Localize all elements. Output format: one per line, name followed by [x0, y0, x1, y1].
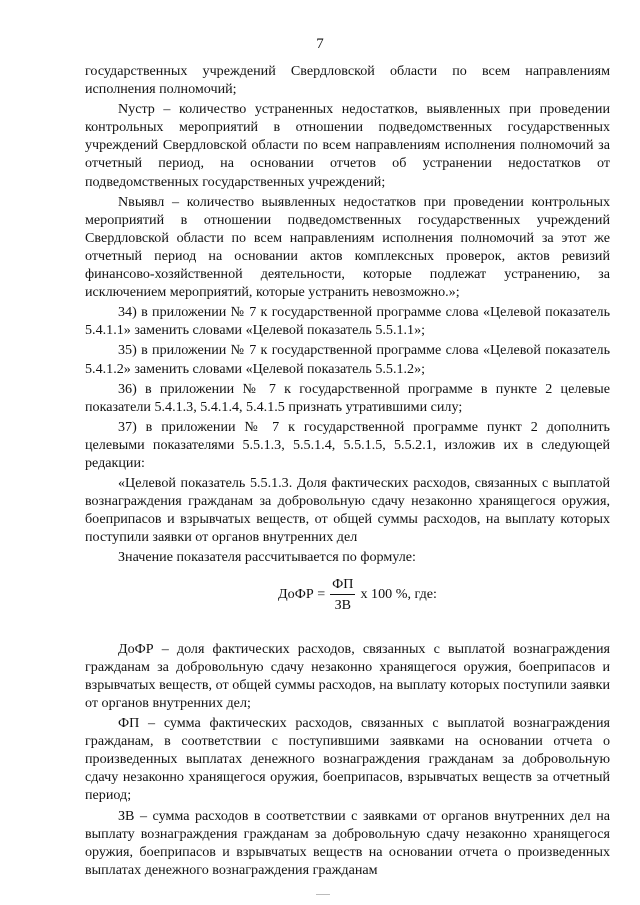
formula-denominator: ЗВ [334, 596, 352, 613]
formula [85, 575, 610, 614]
paragraph-item-34: 34) в приложении № 7 к государственной программе слова «Целевой показатель 5.4.1.1» заменить словами «Целевой показатель 5.5.1.1»; [85, 304, 610, 339]
definition-zv: ЗВ – сумма расходов в соответствии с заявками от органов внутренних дел на выплату вознаграждения гражданам за добровольную сдачу незаконно хранящегося оружия, боеприпасов и взрывчатых веществ на основании отчета о произведенных выплатах денежного вознаграждения гражданам [85, 807, 610, 878]
document-body [85, 62, 610, 881]
paragraph-item-36: 36) в приложении № 7 к государственной программе в пункте 2 целевые показатели 5.4.1.3, 5.4.1.4, 5.4.1.5 признать утратившими силу; [85, 380, 610, 415]
paragraph-continuation: государственных учреждений Свердловской области по всем направлениям исполнения полномочий; [85, 63, 610, 98]
page-number: 7 [316, 36, 324, 52]
paragraph-item-37: 37) в приложении № 7 к государственной программе пункт 2 дополнить целевыми показателями 5.5.1.3, 5.5.1.4, 5.5.1.5, 5.5.2.1, изложив их в следующей редакции: [85, 418, 610, 471]
scan-edge-mark [316, 894, 330, 895]
paragraph-formula-intro: Значение показателя рассчитывается по формуле: [118, 549, 416, 566]
formula-numerator: ФП [330, 575, 355, 595]
paragraph-nustr-definition: Nустр – количество устраненных недостатков, выявленных при проведении контрольных мероприятий в отношении подведомственных государственных учреждений Свердловской области по всем направлениям исполнения полномочий за отчетный период, на основании отчетов об устранении недостатков от подведомственных государственных учреждений; [85, 101, 610, 190]
paragraph-nvyyavl-definition: Nвыявл – количество выявленных недостатков при проведении контрольных мероприятий в отношении подведомственных государственных учреждений Свердловской области по всем направлениям исполнения полномочий за этот же отчетный период на основании актов комплексных проверок, актов ревизий финансово-хозяйственной деятельности, которые подлежат устранению, за исключением мероприятий, которые устранить невозможно.»; [85, 193, 610, 301]
paragraph-indicator-5-5-1-3: «Целевой показатель 5.5.1.3. Доля фактических расходов, связанных с выплатой вознаграждения гражданам за добровольную сдачу незаконно хранящегося оружия, боеприпасов и взрывчатых веществ, от общей суммы расходов, на выплату которых поступили заявки от органов внутренних дел [85, 475, 610, 546]
formula-fraction [330, 575, 355, 614]
formula-lhs: ДоФР = [278, 586, 326, 603]
definition-fp: ФП – сумма фактических расходов, связанных с выплатой вознаграждения гражданам, в соответствии с поступившими заявками на основании отчета о произведенных выплатах денежного вознаграждения гражданам за добровольную сдачу незаконно хранящегося оружия, боеприпасов, взрывчатых веществ за отчетный период; [85, 715, 610, 804]
definition-dofr: ДоФР – доля фактических расходов, связанных с выплатой вознаграждения гражданам за добровольную сдачу незаконно хранящегося оружия, боеприпасов и взрывчатых веществ, от общей суммы расходов, на выплату которых поступили заявки от органов внутренних дел; [85, 640, 610, 711]
formula-rhs: х 100 %, где: [360, 586, 437, 603]
paragraph-item-35: 35) в приложении № 7 к государственной программе слова «Целевой показатель 5.4.1.2» заменить словами «Целевой показатель 5.5.1.2»; [85, 342, 610, 377]
